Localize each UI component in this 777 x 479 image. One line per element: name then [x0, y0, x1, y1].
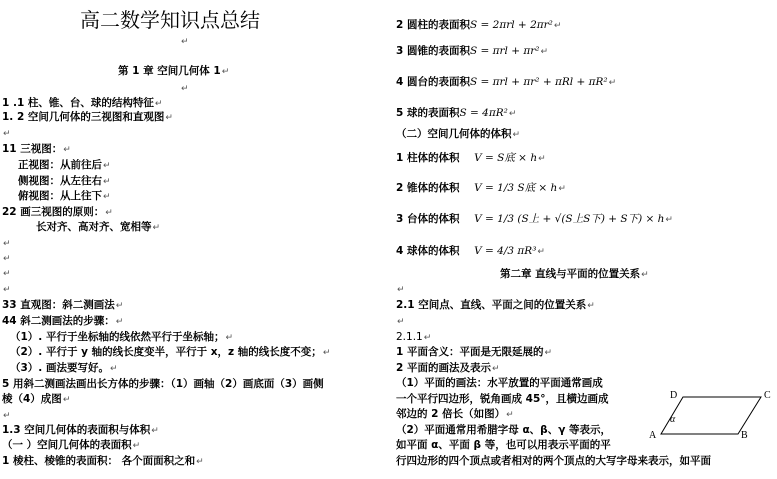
paragraph-mark: ↵ — [181, 37, 189, 47]
paragraph-mark: ↵ — [3, 285, 11, 295]
paragraph-mark: ↵ — [181, 84, 189, 94]
paragraph-mark: ↵ — [3, 129, 11, 139]
vertex-label-a: A — [649, 430, 657, 441]
chapter-heading: 第 1 章 空间几何体 1↵ — [118, 65, 230, 77]
text-line: （1）. 平行于坐标轴的线依然平行于坐标轴；↵ — [10, 331, 233, 343]
formula-line: 3 圆锥的表面积S = πrl + πr²↵ — [396, 45, 549, 57]
formula-line: 3 台体的体积 V = 1/3 (S上 + √(S上S下) + S下) × h↵ — [396, 213, 673, 225]
text-line: 长对齐、高对齐、宽相等↵ — [36, 221, 161, 233]
text-line: 棱（4）成图↵ — [2, 393, 71, 405]
formula-line: 1 柱体的体积 V = S底 × h↵ — [396, 152, 546, 164]
section-line: 1.3 空间几何体的表面积与体积↵ — [2, 424, 159, 436]
text-line: （2）平面通常用希腊字母 α、β、γ 等表示， — [396, 424, 611, 436]
text-line: 俯视图：从上往下↵ — [18, 190, 111, 202]
text-line: 如平面 α、平面 β 等，也可以用表示平面的平 — [396, 439, 611, 451]
text-line: 5 用斜二测画法画出长方体的步骤：（1）画轴（2）画底面（3）画侧 — [2, 378, 324, 390]
text-line: 1 平面含义：平面是无限延展的↵ — [396, 346, 553, 358]
text-line: 行四边形的四个顶点或者相对的两个顶点的大写字母来表示，如平面 — [396, 455, 711, 467]
section-line: 2.1 空间点、直线、平面之间的位置关系↵ — [396, 299, 595, 311]
paragraph-mark: ↵ — [3, 411, 11, 421]
text-line: 2 平面的画法及表示↵ — [396, 362, 500, 374]
text-line: （3）. 画法要写好。↵ — [10, 362, 118, 374]
paragraph-mark: ↵ — [3, 239, 11, 249]
text-line: （2）. 平行于 y 轴的线长度变半，平行于 x，z 轴的线长度不变；↵ — [10, 346, 331, 358]
chapter-heading: 第二章 直线与平面的位置关系↵ — [500, 268, 649, 280]
formula-line: 4 圆台的表面积S = πrl + πr² + πRl + πR²↵ — [396, 76, 617, 88]
section-line: （一 ）空间几何体的表面积↵ — [2, 439, 141, 451]
vertex-label-d: D — [670, 390, 678, 401]
text-line: 一个平行四边形，锐角画成 45°，且横边画成 — [396, 393, 609, 405]
text-line: 22 画三视图的原则：↵ — [2, 206, 113, 218]
text-line: （1）平面的画法：水平放置的平面通常画成 — [396, 377, 603, 389]
vertex-label-c: C — [764, 390, 771, 401]
text-line: 2.1.1↵ — [396, 331, 432, 343]
vertex-label-b: B — [741, 430, 748, 441]
paragraph-mark: ↵ — [3, 254, 11, 264]
text-line: 侧视图：从左往右↵ — [18, 175, 111, 187]
paragraph-mark: ↵ — [3, 269, 11, 279]
text-line: 44 斜二测画法的步骤：↵ — [2, 315, 124, 327]
section-line: 1 .1 柱、锥、台、球的结构特征↵ — [2, 97, 163, 109]
text-line: 邻边的 2 倍长（如图）↵ — [396, 408, 514, 420]
paragraph-mark: ↵ — [397, 317, 405, 327]
document-title: 高二数学知识点总结 — [80, 8, 260, 32]
plane-label-alpha: α — [670, 414, 676, 425]
section-line: 1. 2 空间几何体的三视图和直观图↵ — [2, 111, 173, 123]
formula-line: 2 锥体的体积 V = 1/3 S底 × h↵ — [396, 182, 566, 194]
section-line: （二）空间几何体的体积↵ — [396, 128, 521, 140]
text-line: 33 直观图：斜二测画法↵ — [2, 299, 124, 311]
parallelogram-shape — [661, 397, 761, 434]
text-line: 1 棱柱、棱锥的表面积： 各个面面积之和↵ — [2, 455, 204, 467]
formula-line: 5 球的表面积S = 4πR²↵ — [396, 107, 517, 119]
text-line: 正视图：从前往后↵ — [18, 159, 111, 171]
formula-line: 2 圆柱的表面积S = 2πrl + 2πr²↵ — [396, 19, 562, 31]
text-line: 11 三视图：↵ — [2, 143, 71, 155]
paragraph-mark: ↵ — [397, 285, 405, 295]
formula-line: 4 球体的体积 V = 4/3 πR³↵ — [396, 245, 545, 257]
parallelogram-figure — [648, 386, 774, 442]
